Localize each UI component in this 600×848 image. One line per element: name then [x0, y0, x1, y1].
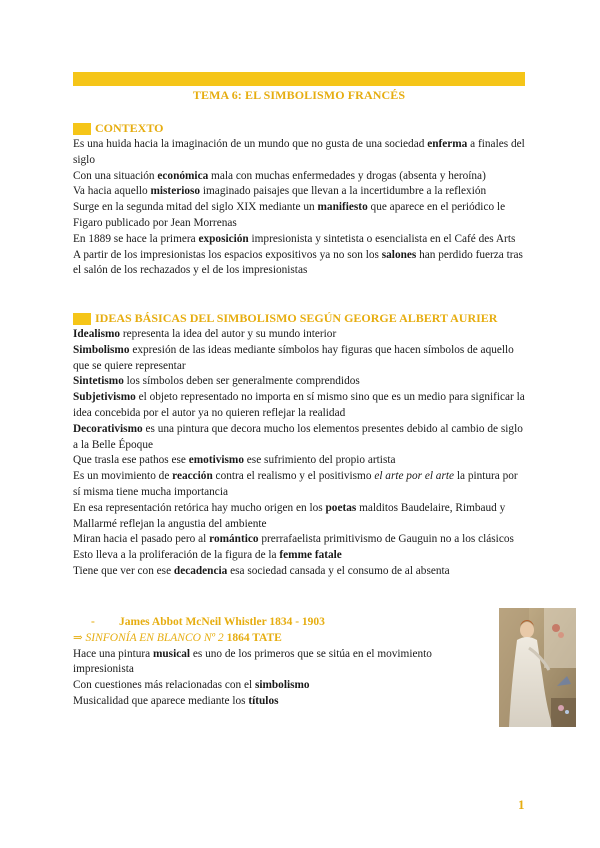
section-whistler [73, 615, 493, 710]
paragraph: Esto lleva a la proliferación de la figura de la femme fatale [73, 549, 342, 562]
arrow-icon: ⇒ [73, 631, 83, 644]
paragraph: Decorativismo es una pintura que decora mucho los elementos presentes debido al cambio de siglo a la Belle Époque [73, 422, 523, 451]
artist-heading [73, 615, 493, 631]
artist-name: James Abbot McNeil Whistler 1834 - 1903 [119, 616, 325, 628]
section-ideas-basicas [73, 310, 528, 580]
paragraph: Subjetivismo el objeto representado no importa en sí mismo sino que es un medio para significar la idea concebida por el autor ya no quieren reflejar la realidad [73, 391, 525, 419]
paragraph: Tiene que ver con ese decadencia esa sociedad cansada y el consumo de al absenta [73, 564, 450, 577]
paragraph: Surge en la segunda mitad del siglo XIX mediante un manifiesto que aparece en el periódico le Figaro publicado por Jean Morrenas [73, 201, 506, 229]
paragraph: Va hacia aquello misterioso imaginado paisajes que llevan a la incertidumbre a la reflexión [73, 185, 487, 198]
paragraph: Que trasla ese pathos ese emotivismo ese sufrimiento del propio artista [73, 454, 396, 467]
painting-image [499, 608, 576, 727]
heading-marker-icon [73, 313, 91, 325]
work-heading [73, 631, 493, 647]
title-bar-decoration [73, 72, 525, 86]
heading-marker-icon [73, 123, 91, 135]
symphony-in-white-painting [499, 608, 576, 727]
work-title: SINFONÍA EN BLANCO Nº 2 [85, 631, 224, 644]
paragraph: Es un movimiento de reacción contra el realismo y el positivismo el arte por el arte la pintura por sí misma tiene mucha importancia [73, 470, 518, 498]
page-title: TEMA 6: EL SIMBOLISMO FRANCÉS [192, 88, 406, 102]
bullet-dash: - [91, 616, 95, 628]
paragraph: En esa representación retórica hay mucho origen en los poetas malditos Baudelaire, Rimbaud y Mallarmé reflejan la angustia del ambiente [73, 501, 506, 530]
paragraph: Miran hacia el pasado pero al romántico prerrafaelista primitivismo de Gauguin no a los clásicos [73, 533, 514, 546]
paragraph: Simbolismo expresión de las ideas mediante símbolos hay figuras que hacen símbolos de aquello que se quiere representar [73, 343, 514, 372]
paragraph: En 1889 se hace la primera exposición impresionista y sintetista o esencialista en el Café des Arts [73, 232, 516, 245]
paragraph: Con cuestiones más relacionadas con el simbolismo [73, 679, 310, 692]
paragraph: A partir de los impresionistas los espacios expositivos ya no son los salones han perdido fuerza tras el salón de los rechazados y el de los impresionistas [73, 248, 523, 277]
paragraph: Musicalidad que aparece mediante los títulos [73, 694, 279, 707]
heading-text: IDEAS BÁSICAS DEL SIMBOLISMO SEGÚN GEORGE ALBERT AURIER [95, 310, 498, 325]
paragraph: Hace una pintura musical es uno de los primeros que se sitúa en el movimiento impresionista [73, 647, 432, 676]
work-info: 1864 TATE [223, 631, 282, 644]
section-contexto [73, 120, 528, 279]
page-number: 1 [518, 797, 525, 812]
paragraph: Idealismo representa la idea del autor y su mundo interior [73, 328, 337, 340]
paragraph: Es una huida hacia la imaginación de un mundo que no gusta de una sociedad enferma a finales del siglo [73, 138, 525, 166]
heading-text: CONTEXTO [95, 120, 164, 135]
paragraph: Con una situación económica mala con muchas enfermedades y drogas (absenta y heroína) [73, 169, 486, 182]
paragraph: Sintetismo los símbolos deben ser generalmente comprendidos [73, 375, 360, 388]
section-heading-ideas [73, 310, 528, 327]
section-heading-contexto [73, 120, 528, 137]
